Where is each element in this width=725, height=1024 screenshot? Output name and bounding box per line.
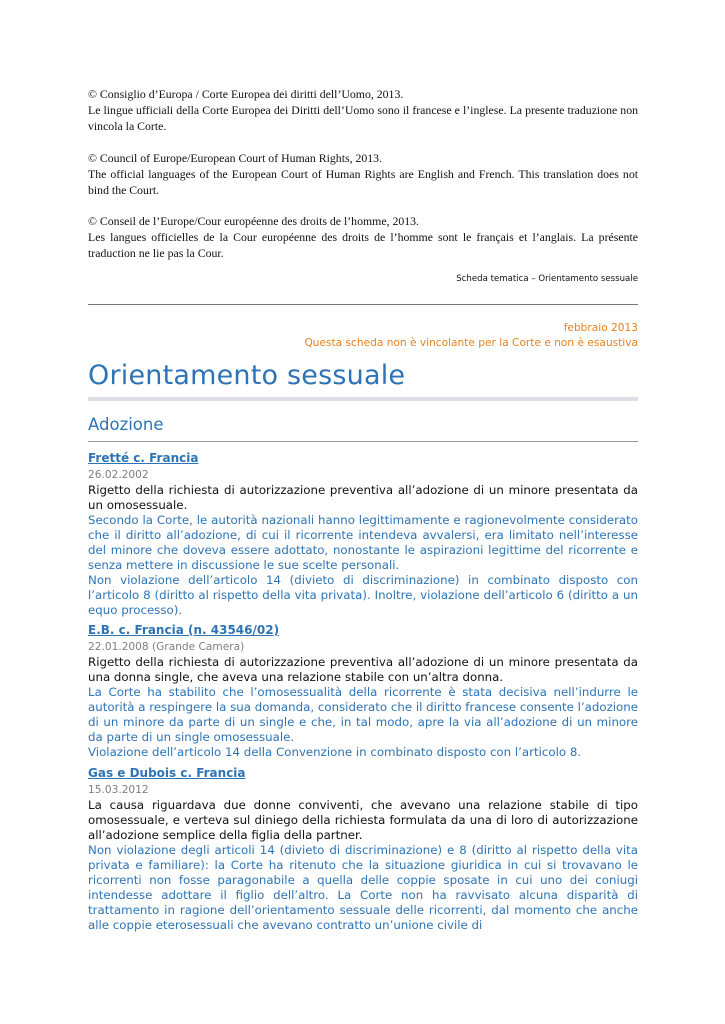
copyright-fr-note: Les langues officielles de la Cour européenne des droits de l’homme sont le français et l’anglais. La présente traduction ne lie pas la Cour.: [88, 230, 638, 260]
running-header: Scheda tematica – Orientamento sessuale: [456, 274, 638, 284]
case-date: 22.01.2008 (Grande Camera): [88, 641, 245, 653]
case-finding: Secondo la Corte, le autorità nazionali hanno legittimamente e ragionevolmente considerato che il diritto all’adozione, di cui il ricorrente intendeva avvalersi, era limitato nell’interesse del minore che doveva essere adottato, nonostante le aspirazioni legittime del ricorrente e senza mettere in discussione le sue scelte personali.: [88, 513, 638, 572]
case-title-link[interactable]: Fretté c. Francia: [88, 451, 199, 465]
header-divider: [88, 304, 638, 305]
case-date: 15.03.2012: [88, 784, 149, 796]
case-title-link[interactable]: Gas e Dubois c. Francia: [88, 766, 246, 780]
copyright-block-en: [88, 150, 638, 198]
copyright-block-fr: [88, 213, 638, 261]
section-divider: [88, 441, 638, 442]
case-entry: [88, 765, 638, 933]
case-summary: La causa riguardava due donne conviventi, che avevano una relazione stabile di tipo omosessuale, e verteva sul diniego della richiesta formulata da una di loro di autorizzazione all’adozione semplice della figlia della partner.: [88, 798, 638, 842]
copyright-fr: © Conseil de l’Europe/Cour européenne des droits de l’homme, 2013.: [88, 214, 420, 228]
title-underline: [88, 397, 638, 401]
copyright-it-note: Le lingue ufficiali della Corte Europea dei Diritti dell’Uomo sono il francese e l’inglese. La presente traduzione non vincola la Corte.: [88, 103, 638, 133]
section-heading: Adozione: [88, 415, 164, 434]
case-finding: Non violazione degli articoli 14 (divieto di discriminazione) e 8 (diritto al rispetto della vita privata e familiare): la Corte ha ritenuto che la situazione giuridica in cui si trovavano le ricorrenti non fosse paragonabile a quella delle coppie sposate in cui uno dei coniugi intendesse adottare il figlio dell’altro. La Corte non ha ravvisato alcuna disparità di trattamento in ragione dell’orientamento sessuale delle ricorrenti, dal momento che anche alle coppie eterosessuali che avevano contratto un’unione civile di: [88, 843, 638, 932]
case-summary: Rigetto della richiesta di autorizzazione preventiva all’adozione di un minore presentata da una donna single, che aveva una relazione stabile con un’altra donna.: [88, 655, 638, 684]
case-entry: [88, 450, 638, 618]
case-title-link[interactable]: E.B. c. Francia (n. 43546/02): [88, 623, 280, 637]
case-holding: Violazione dell’articolo 14 della Convenzione in combinato disposto con l’articolo 8.: [88, 745, 582, 759]
case-summary: Rigetto della richiesta di autorizzazione preventiva all’adozione di un minore presentata da un omosessuale.: [88, 483, 638, 512]
case-date: 26.02.2002: [88, 469, 149, 481]
case-finding: La Corte ha stabilito che l’omosessualità della ricorrente è stata decisiva nell’indurre le autorità a respingere la sua domanda, considerato che il diritto francese consente l’adozione di un minore da parte di un single e che, in tal modo, apre la via all’adozione di un minore da parte di un single omosessuale.: [88, 685, 638, 744]
factsheet-date: febbraio 2013: [563, 322, 638, 334]
copyright-en-note: The official languages of the European Court of Human Rights are English and French. This translation does not bind the Court.: [88, 167, 638, 197]
page-title: Orientamento sessuale: [88, 360, 406, 391]
copyright-en: © Council of Europe/European Court of Human Rights, 2013.: [88, 151, 383, 165]
factsheet-meta: [88, 321, 638, 351]
factsheet-disclaimer: Questa scheda non è vincolante per la Corte e non è esaustiva: [304, 337, 638, 349]
copyright-block: [88, 86, 638, 134]
case-holding: Non violazione dell’articolo 14 (divieto di discriminazione) in combinato disposto con l’articolo 8 (diritto al rispetto della vita privata). Inoltre, violazione dell’articolo 6 (diritto a un equo processo).: [88, 573, 638, 617]
copyright-it: © Consiglio d’Europa / Corte Europea dei diritti dell’Uomo, 2013.: [88, 87, 404, 101]
case-entry: [88, 622, 638, 760]
